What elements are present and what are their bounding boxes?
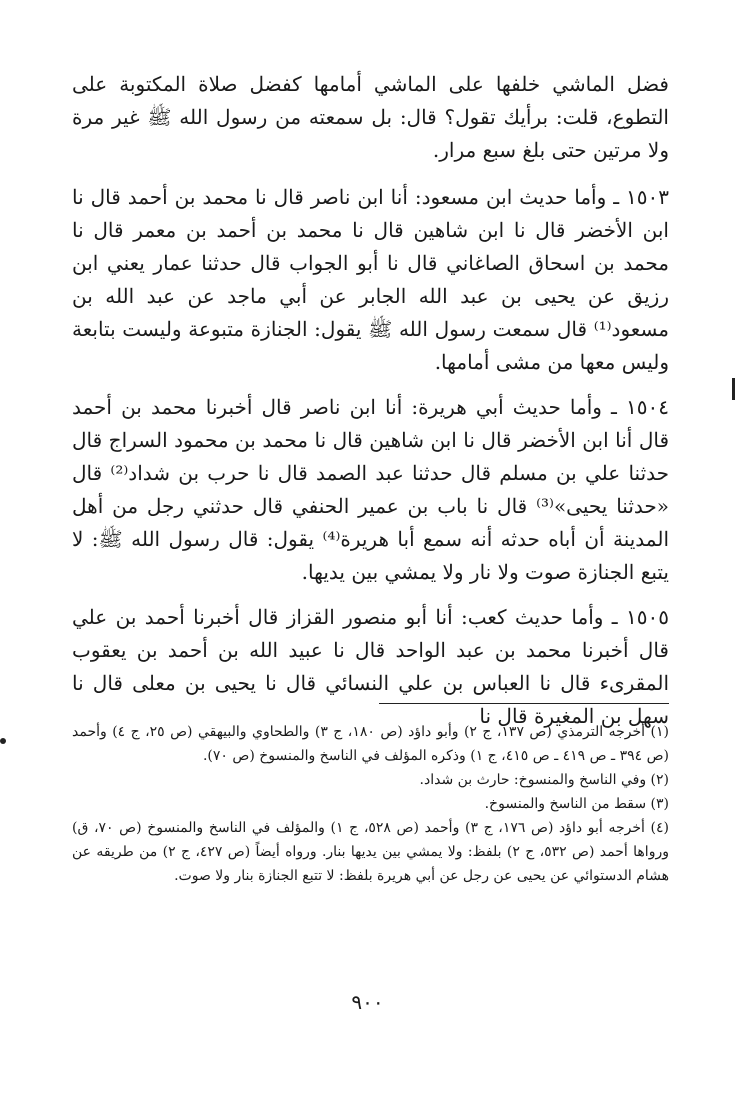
scan-edge-mark	[0, 738, 6, 744]
paragraph-1503: ١٥٠٣ ـ وأما حديث ابن مسعود: أنا ابن ناصر قال نا محمد بن أحمد قال نا ابن الأخضر قال نا ابن شاهين قال نا محمد بن أحمد بن معمر قال نا محمد بن اسحاق الصاغاني قال نا أبو الجواب قال حدثنا عمار يعني ابن رزيق عن يحيى بن عبد الله الجابر عن أبي ماجد عن عبد الله بن مسعود⁽¹⁾ قال سمعت رسول الله ﷺ يقول: الجنازة متبوعة وليست بتابعة وليس معها من مشى أمامها.	[72, 185, 669, 374]
footnote-divider	[379, 703, 669, 704]
paragraph-intro: فضل الماشي خلفها على الماشي أمامها كفضل صلاة المكتوبة على التطوع، قلت: برأيك تقول؟ قال: بل سمعته من رسول الله ﷺ غير مرة ولا مرتين حتى بلغ سبع مرار.	[72, 72, 669, 162]
footnote-3: (٣) سقط من الناسخ والمنسوخ.	[484, 796, 669, 812]
footnote-1: (١) أخرجه الترمذي (ص ١٣٧، ج ٢) وأبو داؤد (ص ١٨٠، ج ٣) والطحاوي والبيهقي (ص ٢٥، ج ٤) وأحمد (ص ٣٩٤ ـ ص ٤١٩ ـ ص ٤١٥، ج ١) وذكره المؤلف في الناسخ والمنسوخ (ص ٧٠).	[72, 724, 669, 764]
page-number: ٩٠٠	[351, 990, 384, 1014]
paragraph-1504: ١٥٠٤ ـ وأما حديث أبي هريرة: أنا ابن ناصر قال أخبرنا محمد بن أحمد قال أنا ابن الأخضر قال نا ابن شاهين قال نا محمد بن محمود السراج قال حدثنا علي بن مسلم قال حدثنا عبد الصمد قال نا حرب بن شداد⁽²⁾ قال «حدثنا يحيى»⁽³⁾ قال نا باب بن عمير الحنفي قال حدثني رجل من أهل المدينة أن أباه حدثه أنه سمع أبا هريرة⁽⁴⁾ يقول: قال رسول الله ﷺ: لا يتبع الجنازة صوت ولا نار ولا يمشي بين يديها.	[72, 395, 670, 584]
main-text	[72, 68, 669, 745]
footnotes	[72, 720, 669, 888]
footnote-2: (٢) وفي الناسخ والمنسوخ: حارث بن شداد.	[419, 772, 669, 788]
paragraph-1505: ١٥٠٥ ـ وأما حديث كعب: أنا أبو منصور القزاز قال أخبرنا أحمد بن علي قال أخبرنا محمد بن عبد الواحد قال نا عبيد الله بن أحمد بن يعقوب المقرىء قال نا العباس بن علي النسائي قال نا يحيى بن معلى قال نا سهل بن المغيرة قال نا	[72, 605, 669, 728]
footnote-4: (٤) أخرجه أبو داؤد (ص ١٧٦، ج ٣) وأحمد (ص ٥٢٨، ج ١) والمؤلف في الناسخ والمنسوخ (ص ٧٠، ق) ورواها أحمد (ص ٥٣٢، ج ٢) بلفظ: ولا يمشي بين يديها بنار. ورواه أيضاً (ص ٤٢٧، ج ٢) من طريقه عن هشام الدستوائي عن يحيى عن رجل عن أبي هريرة بلفظ: لا تتبع الجنازة بنار ولا صوت.	[72, 820, 669, 884]
